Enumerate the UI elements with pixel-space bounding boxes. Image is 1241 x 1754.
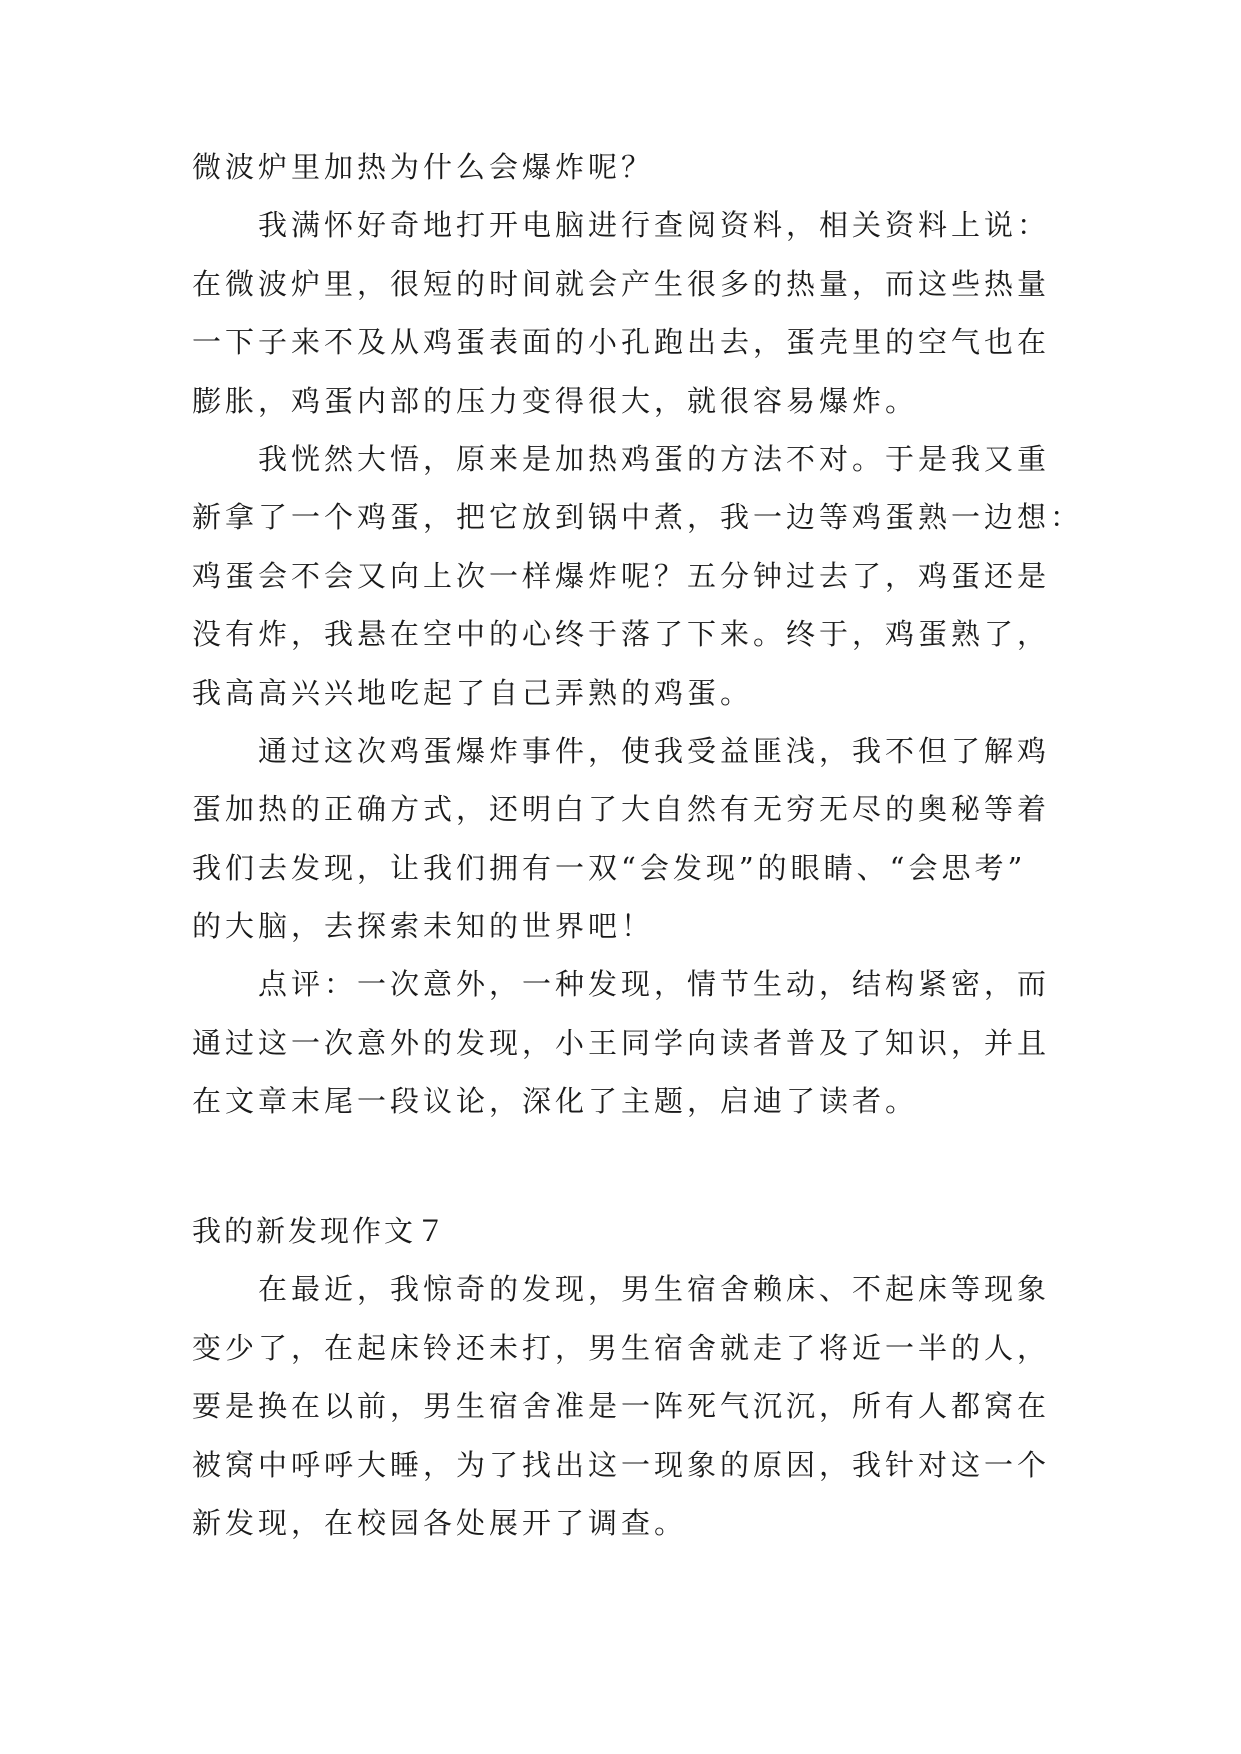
comment-line: 通过这一次意外的发现，小王同学向读者普及了知识，并且 [192,1025,1051,1060]
paragraph-line: 要是换在以前，男生宿舍准是一阵死气沉沉，所有人都窝在 [192,1389,1051,1424]
paragraph-line: 膨胀，鸡蛋内部的压力变得很大，就很容易爆炸。 [192,383,919,418]
paragraph-line: 没有炸，我悬在空中的心终于落了下来。终于，鸡蛋熟了， [192,617,1051,652]
paragraph-line: 一下子来不及从鸡蛋表面的小孔跑出去，蛋壳里的空气也在 [192,325,1051,360]
question-line: 微波炉里加热为什么会爆炸呢？ [192,150,655,184]
paragraph-line: 被窝中呼呼大睡，为了找出这一现象的原因，我针对这一个 [192,1447,1051,1482]
article-section-2 [192,1202,1052,1552]
paragraph-line: 通过这次鸡蛋爆炸事件，使我受益匪浅，我不但了解鸡 [258,733,1051,768]
paragraph-line: 我恍然大悟，原来是加热鸡蛋的方法不对。于是我又重 [258,441,1051,476]
paragraph-line: 我们去发现，让我们拥有一双“会发现”的眼睛、“会思考” [192,850,1027,885]
paragraph-line: 鸡蛋会不会又向上次一样爆炸呢？五分钟过去了，鸡蛋还是 [192,558,1051,593]
paragraph-line: 在微波炉里，很短的时间就会产生很多的热量，而这些热量 [192,266,1051,301]
article-section-1 [192,138,1084,1131]
paragraph-line: 我高高兴兴地吃起了自己弄熟的鸡蛋。 [192,675,754,710]
paragraph-line: 新发现，在校园各处展开了调查。 [192,1505,688,1540]
paragraph-line: 新拿了一个鸡蛋，把它放到锅中煮，我一边等鸡蛋熟一边想： [192,500,1084,535]
comment-line: 在文章末尾一段议论，深化了主题，启迪了读者。 [192,1084,919,1119]
paragraph-line: 蛋加热的正确方式，还明白了大自然有无穷无尽的奥秘等着 [192,792,1051,827]
paragraph-line: 变少了，在起床铃还未打，男生宿舍就走了将近一半的人， [192,1330,1051,1365]
paragraph-line: 我满怀好奇地打开电脑进行查阅资料，相关资料上说： [258,208,1051,243]
paragraph-line: 的大脑，去探索未知的世界吧！ [192,909,655,944]
article-title: 我的新发现作文７ [192,1214,449,1248]
paragraph-line: 在最近，我惊奇的发现，男生宿舍赖床、不起床等现象 [258,1272,1051,1307]
comment-line: 点评：一次意外，一种发现，情节生动，结构紧密，而 [258,967,1051,1002]
